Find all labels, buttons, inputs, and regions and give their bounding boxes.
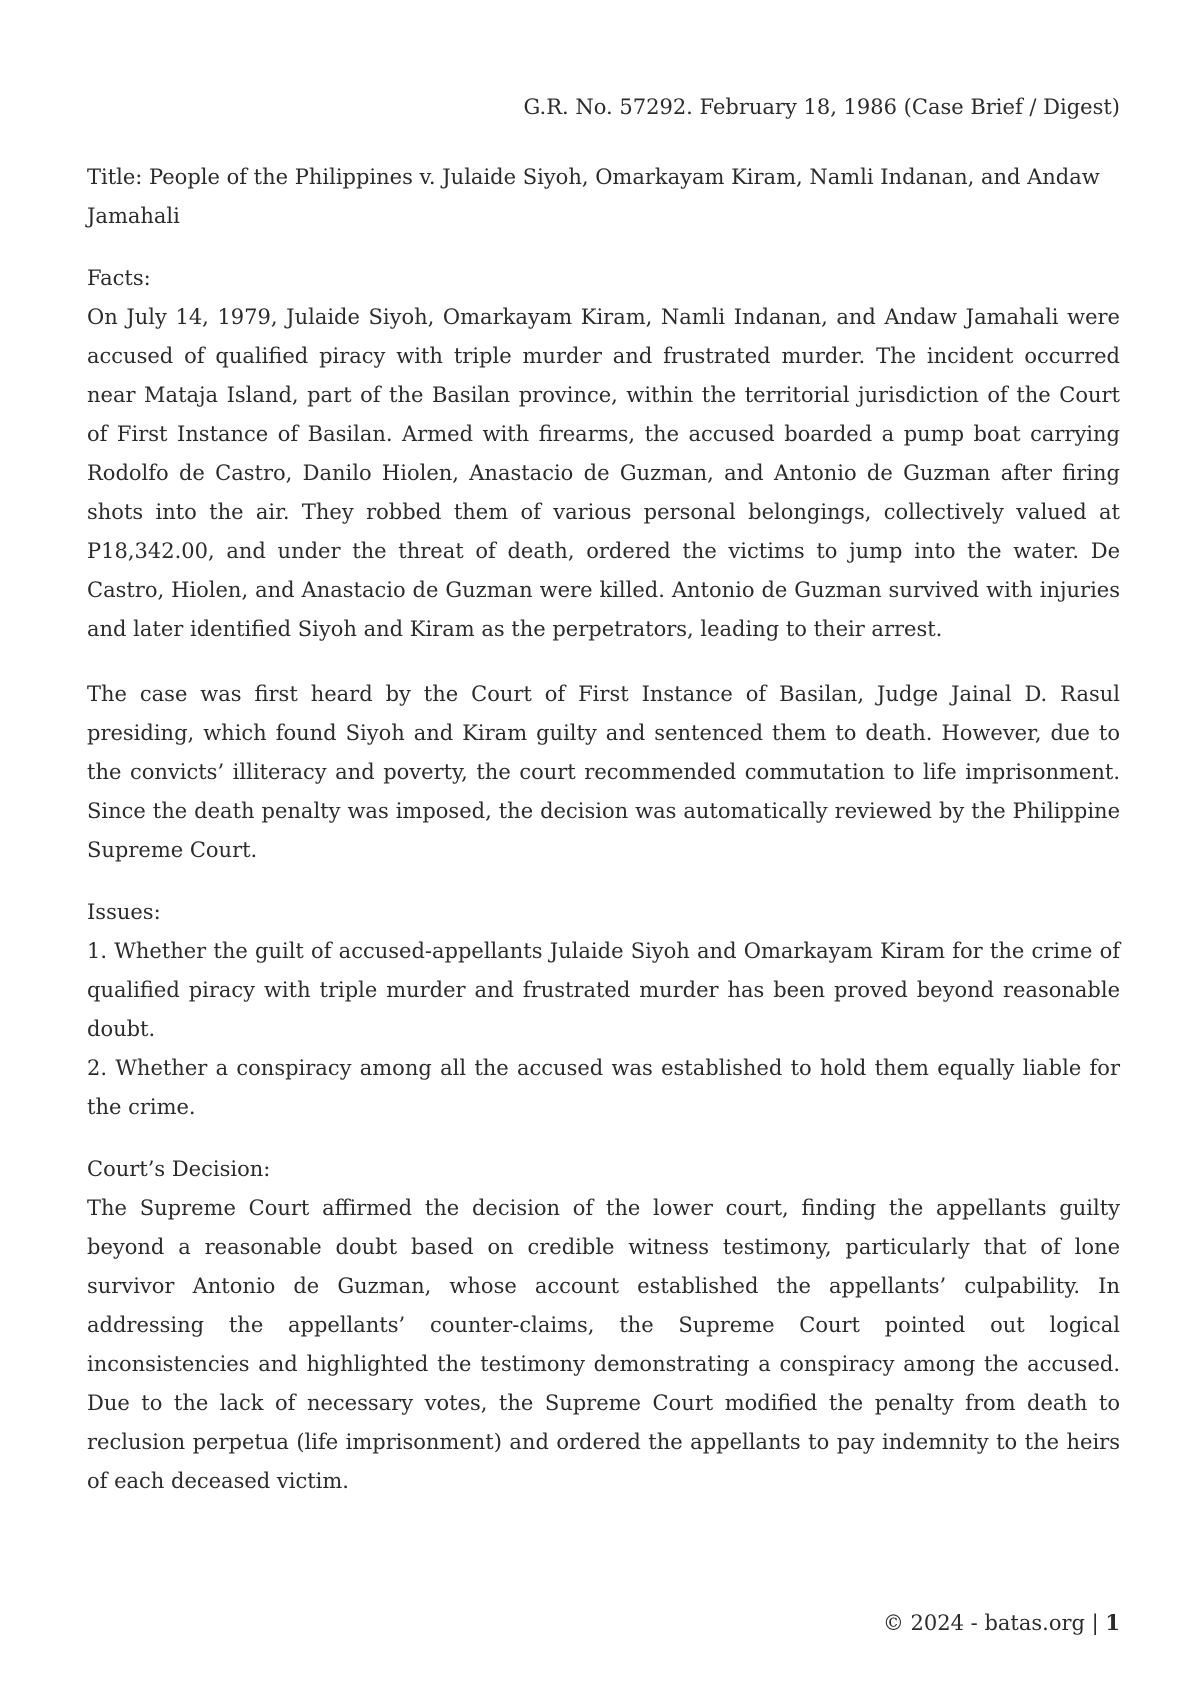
facts-heading: Facts:: [87, 266, 151, 290]
decision-paragraph: The Supreme Court affirmed the decision of the lower court, finding the appellants guilty beyond a reasonable doubt based on credible witness testimony, particularly that of lone survivor Antonio de Guzman, whose account established the appellants’ culpability. In addressing the appellants’ counter-claims, the Supreme Court pointed out logical inconsistencies and highlighted the testimony demonstrating a conspiracy among the accused. Due to the lack of necessary votes, the Supreme Court modified the penalty from death to reclusion perpetua (life imprisonment) and ordered the appellants to pay indemnity to the heirs of each deceased victim.: [87, 1196, 1120, 1493]
facts-section: [87, 259, 1120, 870]
document-page: [87, 88, 1120, 1501]
issues-heading: Issues:: [87, 900, 161, 924]
case-header: G.R. No. 57292. February 18, 1986 (Case Brief / Digest): [523, 95, 1120, 119]
footer-copyright: © 2024 - batas.org |: [882, 1611, 1106, 1635]
issue-item-1: 1. Whether the guilt of accused-appellants Julaide Siyoh and Omarkayam Kiram for the crime of qualified piracy with triple murder and frustrated murder has been proved beyond reasonable doubt.: [87, 939, 1120, 1041]
decision-heading: Court’s Decision:: [87, 1157, 271, 1181]
page-number: 1: [1105, 1610, 1120, 1635]
case-title: Title: People of the Philippines v. Julaide Siyoh, Omarkayam Kiram, Namli Indanan, and Andaw Jamahali: [87, 165, 1100, 228]
decision-section: [87, 1150, 1120, 1501]
issues-section: [87, 893, 1120, 1127]
facts-paragraph-2: The case was first heard by the Court of First Instance of Basilan, Judge Jainal D. Rasul presiding, which found Siyoh and Kiram guilty and sentenced them to death. However, due to the convicts’ illiteracy and poverty, the court recommended commutation to life imprisonment. Since the death penalty was imposed, the decision was automatically reviewed by the Philippine Supreme Court.: [87, 682, 1120, 862]
issue-item-2: 2. Whether a conspiracy among all the accused was established to hold them equally liable for the crime.: [87, 1056, 1120, 1119]
page-footer: [883, 1608, 1120, 1638]
facts-paragraph-1: On July 14, 1979, Julaide Siyoh, Omarkayam Kiram, Namli Indanan, and Andaw Jamahali were accused of qualified piracy with triple murder and frustrated murder. The incident occurred near Mataja Island, part of the Basilan province, within the territorial jurisdiction of the Court of First Instance of Basilan. Armed with firearms, the accused boarded a pump boat carrying Rodolfo de Castro, Danilo Hiolen, Anastacio de Guzman, and Antonio de Guzman after firing shots into the air. They robbed them of various personal belongings, collectively valued at P18,342.00, and under the threat of death, ordered the victims to jump into the water. De Castro, Hiolen, and Anastacio de Guzman were killed. Antonio de Guzman survived with injuries and later identified Siyoh and Kiram as the perpetrators, leading to their arrest.: [87, 305, 1120, 641]
